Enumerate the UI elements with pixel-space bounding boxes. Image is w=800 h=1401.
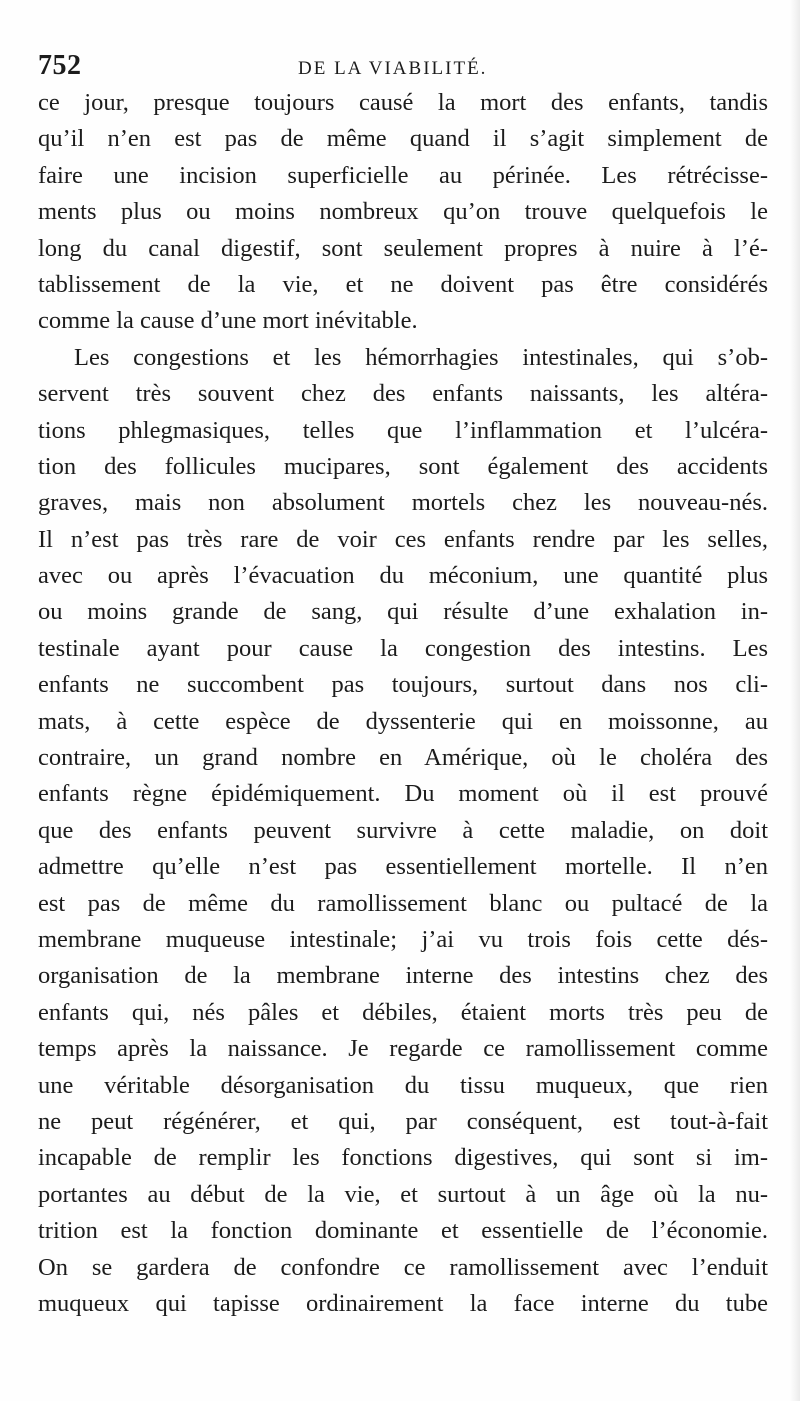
text-line: servent très souvent chez des enfants naissants, les altéra-: [38, 380, 768, 408]
text-line: contraire, un grand nombre en Amérique, où le choléra des: [38, 744, 768, 772]
text-line: tion des follicules mucipares, sont également des accidents: [38, 452, 768, 480]
text-line: faire une incision superficielle au périnée. Les rétrécisse-: [38, 161, 768, 189]
text-line: Il n’est pas très rare de voir ces enfants rendre par les selles,: [38, 525, 768, 553]
page-edge-shadow: [790, 0, 800, 1401]
running-head-title: DE LA VIABILITÉ.: [298, 58, 488, 79]
text-line: mats, à cette espèce de dyssenterie qui en moissonne, au: [38, 707, 768, 735]
text-line: Les congestions et les hémorrhagies intestinales, qui s’ob-: [74, 343, 768, 371]
text-line: tions phlegmasiques, telles que l’inflammation et l’ulcéra-: [38, 416, 768, 444]
text-line: ments plus ou moins nombreux qu’on trouve quelquefois le: [38, 198, 768, 226]
running-head: [38, 50, 768, 82]
text-line: membrane muqueuse intestinale; j’ai vu trois fois cette dés-: [38, 925, 768, 953]
text-line: admettre qu’elle n’est pas essentiellement mortelle. Il n’en: [38, 853, 768, 881]
text-line: trition est la fonction dominante et essentielle de l’économie.: [38, 1217, 768, 1245]
text-line: graves, mais non absolument mortels chez les nouveau-nés.: [38, 489, 768, 517]
text-line: portantes au début de la vie, et surtout à un âge où la nu-: [38, 1180, 768, 1208]
text-line: On se gardera de confondre ce ramollissement avec l’enduit: [38, 1253, 768, 1281]
text-line: ne peut régénérer, et qui, par conséquent, est tout-à-fait: [38, 1107, 768, 1135]
text-line: comme la cause d’une mort inévitable.: [38, 307, 418, 335]
text-line: muqueux qui tapisse ordinairement la face interne du tube: [38, 1289, 768, 1317]
text-line: tablissement de la vie, et ne doivent pas être considérés: [38, 270, 768, 298]
text-line: enfants qui, nés pâles et débiles, étaient morts très peu de: [38, 998, 768, 1026]
text-line: testinale ayant pour cause la congestion des intestins. Les: [38, 634, 768, 662]
text-line: enfants règne épidémiquement. Du moment où il est prouvé: [38, 780, 768, 808]
text-line: une véritable désorganisation du tissu muqueux, que rien: [38, 1071, 768, 1099]
page-number: 752: [38, 50, 82, 81]
text-line: incapable de remplir les fonctions digestives, qui sont si im-: [38, 1144, 768, 1172]
text-line: avec ou après l’évacuation du méconium, une quantité plus: [38, 562, 768, 590]
text-line: enfants ne succombent pas toujours, surtout dans nos cli-: [38, 671, 768, 699]
text-line: temps après la naissance. Je regarde ce ramollissement comme: [38, 1035, 768, 1063]
text-line: qu’il n’en est pas de même quand il s’agit simplement de: [38, 125, 768, 153]
text-line: organisation de la membrane interne des intestins chez des: [38, 962, 768, 990]
text-line: ce jour, presque toujours causé la mort des enfants, tandis: [38, 89, 768, 116]
text-line: ou moins grande de sang, qui résulte d’une exhalation in-: [38, 598, 768, 626]
text-line: long du canal digestif, sont seulement propres à nuire à l’é-: [38, 234, 768, 262]
text-line: est pas de même du ramollissement blanc ou pultacé de la: [38, 889, 768, 917]
text-line: que des enfants peuvent survivre à cette maladie, on doit: [38, 816, 768, 844]
body-text: [38, 85, 768, 1322]
